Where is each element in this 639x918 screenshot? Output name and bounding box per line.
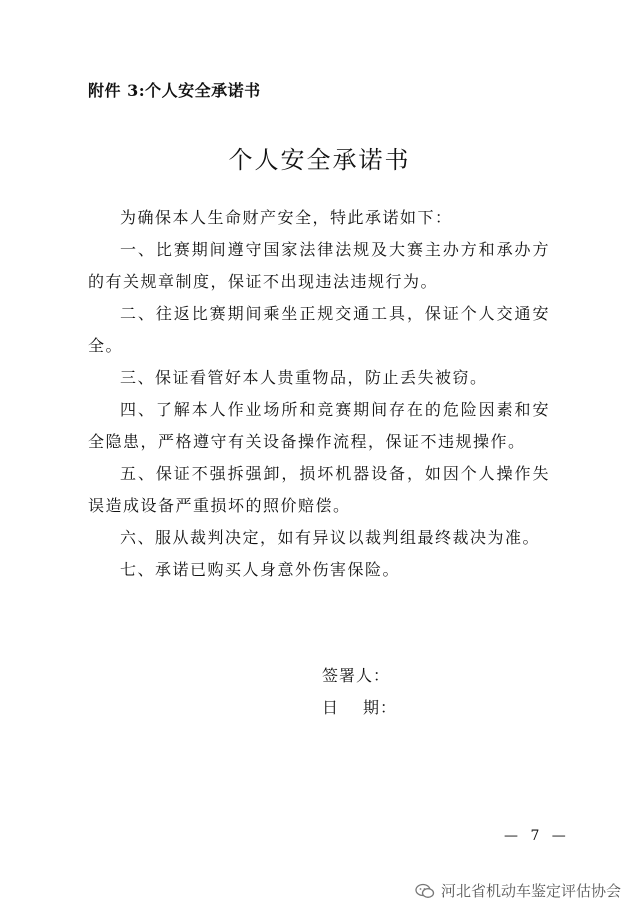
page-number: — 7 —	[504, 828, 570, 844]
paragraph-item-2: 二、往返比赛期间乘坐正规交通工具，保证个人交通安全。	[88, 304, 550, 355]
date-label-part-2: 期：	[363, 698, 398, 717]
paragraph-intro: 为确保本人生命财产安全，特此承诺如下：	[120, 208, 453, 227]
date-label-part-1: 日	[322, 698, 340, 717]
watermark-text: 河北省机动车鉴定评估协会	[440, 882, 621, 900]
date-line	[322, 692, 397, 724]
paragraph-item-5: 五、保证不强拆强卸，损坏机器设备，如因个人操作失误造成设备严重损坏的照价赔偿。	[88, 464, 550, 515]
paragraph-item-6: 六、服从裁判决定，如有异议以裁判组最终裁决为准。	[120, 528, 541, 547]
commitment-body	[88, 202, 550, 586]
account-watermark	[415, 880, 621, 901]
paragraph-item-7: 七、承诺已购买人身意外伤害保险。	[120, 560, 401, 579]
wechat-icon	[415, 883, 435, 899]
paragraph-item-4: 四、了解本人作业场所和竞赛期间存在的危险因素和安全隐患，严格遵守有关设备操作流程，保证不违规操作。	[88, 400, 550, 451]
attachment-label: 附件 3:个人安全承诺书	[88, 81, 261, 100]
paragraph-item-3: 三、保证看管好本人贵重物品，防止丢失被窃。	[120, 368, 488, 387]
document-title: 个人安全承诺书	[228, 146, 411, 174]
signer-label: 签署人：	[322, 666, 391, 685]
paragraph-item-1: 一、比赛期间遵守国家法律法规及大赛主办方和承办方的有关规章制度，保证不出现违法违规行为。	[88, 240, 550, 291]
signature-block	[322, 660, 397, 724]
